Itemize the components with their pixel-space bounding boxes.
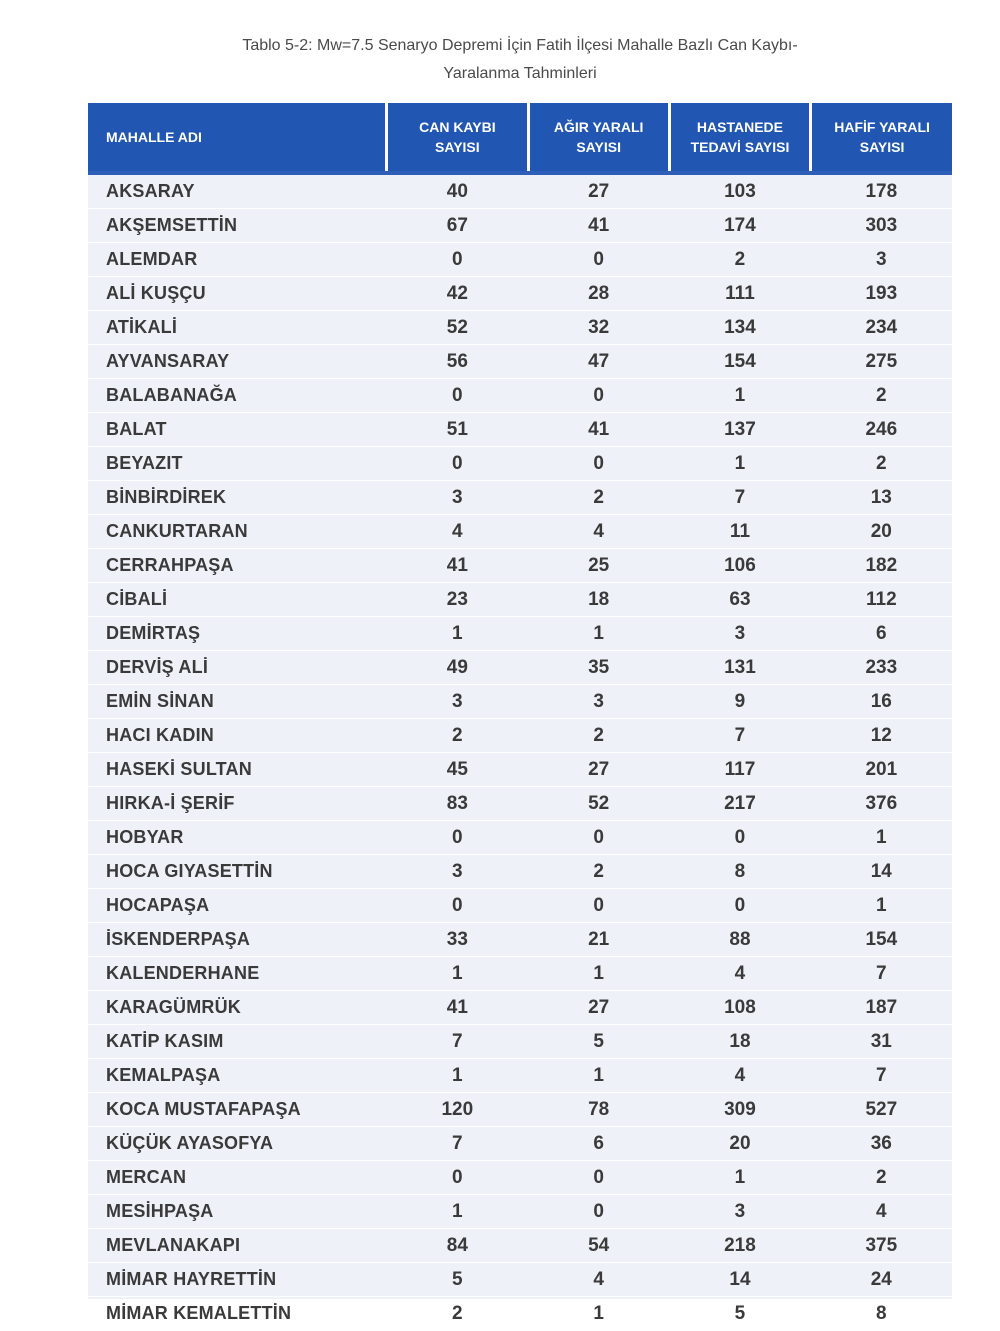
hafif-yarali-cell: 8 — [811, 1297, 952, 1331]
hafif-yarali-cell: 187 — [811, 991, 952, 1025]
table-row — [88, 651, 952, 685]
hafif-yarali-cell: 154 — [811, 923, 952, 957]
header-hafif-yarali-line-2: SAYISI — [859, 139, 905, 155]
caption-line-1: Tablo 5-2: Mw=7.5 Senaryo Depremi İçin Fatih İlçesi Mahalle Bazlı Can Kaybı- — [242, 37, 798, 54]
hafif-yarali-cell: 303 — [811, 209, 952, 243]
mahalle-name-cell: MERCAN — [88, 1161, 387, 1195]
agir-yarali-cell: 52 — [528, 787, 669, 821]
mahalle-name-cell: KOCA MUSTAFAPAŞA — [88, 1093, 387, 1127]
table-row — [88, 1229, 952, 1263]
table-row — [88, 787, 952, 821]
mahalle-name-cell: CİBALİ — [88, 583, 387, 617]
agir-yarali-cell: 18 — [528, 583, 669, 617]
agir-yarali-cell: 47 — [528, 345, 669, 379]
mahalle-name-cell: ATİKALİ — [88, 311, 387, 345]
hafif-yarali-cell: 6 — [811, 617, 952, 651]
can-kaybi-cell: 7 — [387, 1127, 528, 1161]
header-can-kaybi-line-1: CAN KAYBI — [419, 119, 496, 135]
table-row — [88, 1161, 952, 1195]
mahalle-name-cell: AKŞEMSETTİN — [88, 209, 387, 243]
header-mahalle-adi: MAHALLE ADI — [88, 103, 387, 173]
hafif-yarali-cell: 2 — [811, 447, 952, 481]
hafif-yarali-cell: 201 — [811, 753, 952, 787]
can-kaybi-cell: 3 — [387, 481, 528, 515]
hastanede-tedavi-cell: 3 — [669, 1195, 810, 1229]
can-kaybi-cell: 1 — [387, 957, 528, 991]
table-header-row — [88, 103, 952, 173]
hafif-yarali-cell: 20 — [811, 515, 952, 549]
mahalle-name-cell: KEMALPAŞA — [88, 1059, 387, 1093]
agir-yarali-cell: 27 — [528, 173, 669, 209]
table-row — [88, 889, 952, 923]
hastanede-tedavi-cell: 217 — [669, 787, 810, 821]
mahalle-name-cell: CANKURTARAN — [88, 515, 387, 549]
table-row — [88, 1195, 952, 1229]
hafif-yarali-cell: 233 — [811, 651, 952, 685]
agir-yarali-cell: 27 — [528, 991, 669, 1025]
can-kaybi-cell: 120 — [387, 1093, 528, 1127]
hafif-yarali-cell: 375 — [811, 1229, 952, 1263]
table-row — [88, 617, 952, 651]
hafif-yarali-cell: 4 — [811, 1195, 952, 1229]
table-row — [88, 753, 952, 787]
hastanede-tedavi-cell: 174 — [669, 209, 810, 243]
header-hafif-yarali-line-1: HAFİF YARALI — [834, 119, 930, 135]
hafif-yarali-cell: 14 — [811, 855, 952, 889]
agir-yarali-cell: 6 — [528, 1127, 669, 1161]
mahalle-name-cell: KALENDERHANE — [88, 957, 387, 991]
table-row — [88, 719, 952, 753]
can-kaybi-cell: 40 — [387, 173, 528, 209]
header-agir-yarali — [528, 103, 669, 173]
agir-yarali-cell: 41 — [528, 209, 669, 243]
can-kaybi-cell: 1 — [387, 1195, 528, 1229]
agir-yarali-cell: 78 — [528, 1093, 669, 1127]
mahalle-name-cell: BİNBİRDİREK — [88, 481, 387, 515]
mahalle-name-cell: HASEKİ SULTAN — [88, 753, 387, 787]
hastanede-tedavi-cell: 5 — [669, 1297, 810, 1331]
can-kaybi-cell: 0 — [387, 447, 528, 481]
hastanede-tedavi-cell: 117 — [669, 753, 810, 787]
casualty-table — [88, 103, 952, 1331]
hastanede-tedavi-cell: 218 — [669, 1229, 810, 1263]
mahalle-name-cell: HOBYAR — [88, 821, 387, 855]
mahalle-name-cell: KÜÇÜK AYASOFYA — [88, 1127, 387, 1161]
hastanede-tedavi-cell: 134 — [669, 311, 810, 345]
mahalle-name-cell: AYVANSARAY — [88, 345, 387, 379]
can-kaybi-cell: 56 — [387, 345, 528, 379]
mahalle-name-cell: ALEMDAR — [88, 243, 387, 277]
hafif-yarali-cell: 31 — [811, 1025, 952, 1059]
agir-yarali-cell: 21 — [528, 923, 669, 957]
table-row — [88, 243, 952, 277]
table-row — [88, 549, 952, 583]
mahalle-name-cell: KATİP KASIM — [88, 1025, 387, 1059]
can-kaybi-cell: 45 — [387, 753, 528, 787]
agir-yarali-cell: 28 — [528, 277, 669, 311]
table-row — [88, 957, 952, 991]
agir-yarali-cell: 27 — [528, 753, 669, 787]
hastanede-tedavi-cell: 1 — [669, 447, 810, 481]
mahalle-name-cell: HACI KADIN — [88, 719, 387, 753]
hafif-yarali-cell: 182 — [811, 549, 952, 583]
table-row — [88, 1025, 952, 1059]
mahalle-name-cell: MİMAR HAYRETTİN — [88, 1263, 387, 1297]
table-row — [88, 1127, 952, 1161]
hastanede-tedavi-cell: 0 — [669, 889, 810, 923]
mahalle-name-cell: İSKENDERPAŞA — [88, 923, 387, 957]
table-row — [88, 277, 952, 311]
agir-yarali-cell: 0 — [528, 889, 669, 923]
table-row — [88, 991, 952, 1025]
header-can-kaybi — [387, 103, 528, 173]
hafif-yarali-cell: 246 — [811, 413, 952, 447]
can-kaybi-cell: 52 — [387, 311, 528, 345]
hafif-yarali-cell: 1 — [811, 889, 952, 923]
hafif-yarali-cell: 13 — [811, 481, 952, 515]
mahalle-name-cell: ALİ KUŞÇU — [88, 277, 387, 311]
mahalle-name-cell: AKSARAY — [88, 173, 387, 209]
agir-yarali-cell: 5 — [528, 1025, 669, 1059]
agir-yarali-cell: 1 — [528, 957, 669, 991]
agir-yarali-cell: 1 — [528, 1297, 669, 1331]
hastanede-tedavi-cell: 103 — [669, 173, 810, 209]
hastanede-tedavi-cell: 7 — [669, 481, 810, 515]
hastanede-tedavi-cell: 131 — [669, 651, 810, 685]
hafif-yarali-cell: 193 — [811, 277, 952, 311]
table-row — [88, 515, 952, 549]
hastanede-tedavi-cell: 3 — [669, 617, 810, 651]
table-row — [88, 1059, 952, 1093]
can-kaybi-cell: 23 — [387, 583, 528, 617]
hastanede-tedavi-cell: 154 — [669, 345, 810, 379]
header-agir-yarali-line-1: AĞIR YARALI — [553, 119, 644, 135]
header-hastanede-tedavi — [669, 103, 810, 173]
hafif-yarali-cell: 527 — [811, 1093, 952, 1127]
hastanede-tedavi-cell: 88 — [669, 923, 810, 957]
table-row — [88, 1297, 952, 1331]
can-kaybi-cell: 3 — [387, 685, 528, 719]
hastanede-tedavi-cell: 63 — [669, 583, 810, 617]
hastanede-tedavi-cell: 20 — [669, 1127, 810, 1161]
table-row — [88, 821, 952, 855]
agir-yarali-cell: 1 — [528, 617, 669, 651]
hastanede-tedavi-cell: 4 — [669, 1059, 810, 1093]
can-kaybi-cell: 4 — [387, 515, 528, 549]
agir-yarali-cell: 54 — [528, 1229, 669, 1263]
agir-yarali-cell: 2 — [528, 855, 669, 889]
table-row — [88, 209, 952, 243]
can-kaybi-cell: 41 — [387, 549, 528, 583]
hastanede-tedavi-cell: 8 — [669, 855, 810, 889]
header-hastanede-line-2: TEDAVİ SAYISI — [690, 139, 790, 155]
can-kaybi-cell: 5 — [387, 1263, 528, 1297]
hastanede-tedavi-cell: 0 — [669, 821, 810, 855]
can-kaybi-cell: 51 — [387, 413, 528, 447]
mahalle-name-cell: CERRAHPAŞA — [88, 549, 387, 583]
hafif-yarali-cell: 234 — [811, 311, 952, 345]
table-row — [88, 173, 952, 209]
table-body — [88, 173, 952, 1331]
agir-yarali-cell: 2 — [528, 719, 669, 753]
table-row — [88, 685, 952, 719]
hastanede-tedavi-cell: 108 — [669, 991, 810, 1025]
hafif-yarali-cell: 12 — [811, 719, 952, 753]
table-caption — [100, 32, 940, 88]
hafif-yarali-cell: 36 — [811, 1127, 952, 1161]
can-kaybi-cell: 84 — [387, 1229, 528, 1263]
table-row — [88, 345, 952, 379]
header-hafif-yarali — [811, 103, 952, 173]
caption-line-2: Yaralanma Tahminleri — [443, 65, 597, 82]
table-row — [88, 923, 952, 957]
agir-yarali-cell: 0 — [528, 821, 669, 855]
table-row — [88, 1263, 952, 1297]
table-row — [88, 413, 952, 447]
table-row — [88, 311, 952, 345]
can-kaybi-cell: 49 — [387, 651, 528, 685]
header-agir-yarali-line-2: SAYISI — [576, 139, 621, 155]
agir-yarali-cell: 0 — [528, 1161, 669, 1195]
can-kaybi-cell: 2 — [387, 719, 528, 753]
hastanede-tedavi-cell: 7 — [669, 719, 810, 753]
mahalle-name-cell: BALABANAĞA — [88, 379, 387, 413]
agir-yarali-cell: 0 — [528, 243, 669, 277]
hafif-yarali-cell: 2 — [811, 1161, 952, 1195]
mahalle-name-cell: BEYAZIT — [88, 447, 387, 481]
hafif-yarali-cell: 7 — [811, 957, 952, 991]
mahalle-name-cell: MEVLANAKAPI — [88, 1229, 387, 1263]
mahalle-name-cell: MİMAR KEMALETTİN — [88, 1297, 387, 1331]
hafif-yarali-cell: 7 — [811, 1059, 952, 1093]
mahalle-name-cell: MESİHPAŞA — [88, 1195, 387, 1229]
can-kaybi-cell: 42 — [387, 277, 528, 311]
table-row — [88, 447, 952, 481]
agir-yarali-cell: 32 — [528, 311, 669, 345]
agir-yarali-cell: 0 — [528, 447, 669, 481]
hastanede-tedavi-cell: 9 — [669, 685, 810, 719]
agir-yarali-cell: 0 — [528, 1195, 669, 1229]
hafif-yarali-cell: 1 — [811, 821, 952, 855]
can-kaybi-cell: 0 — [387, 1161, 528, 1195]
agir-yarali-cell: 3 — [528, 685, 669, 719]
agir-yarali-cell: 0 — [528, 379, 669, 413]
agir-yarali-cell: 25 — [528, 549, 669, 583]
mahalle-name-cell: BALAT — [88, 413, 387, 447]
hafif-yarali-cell: 24 — [811, 1263, 952, 1297]
can-kaybi-cell: 0 — [387, 821, 528, 855]
table-row — [88, 481, 952, 515]
mahalle-name-cell: HOCA GIYASETTİN — [88, 855, 387, 889]
agir-yarali-cell: 41 — [528, 413, 669, 447]
hastanede-tedavi-cell: 1 — [669, 379, 810, 413]
hastanede-tedavi-cell: 18 — [669, 1025, 810, 1059]
agir-yarali-cell: 4 — [528, 1263, 669, 1297]
mahalle-name-cell: HOCAPAŞA — [88, 889, 387, 923]
hastanede-tedavi-cell: 11 — [669, 515, 810, 549]
mahalle-name-cell: EMİN SİNAN — [88, 685, 387, 719]
hastanede-tedavi-cell: 4 — [669, 957, 810, 991]
mahalle-name-cell: DERVİŞ ALİ — [88, 651, 387, 685]
can-kaybi-cell: 7 — [387, 1025, 528, 1059]
can-kaybi-cell: 67 — [387, 209, 528, 243]
header-can-kaybi-line-2: SAYISI — [435, 139, 480, 155]
can-kaybi-cell: 33 — [387, 923, 528, 957]
can-kaybi-cell: 1 — [387, 1059, 528, 1093]
mahalle-name-cell: DEMİRTAŞ — [88, 617, 387, 651]
can-kaybi-cell: 2 — [387, 1297, 528, 1331]
hastanede-tedavi-cell: 1 — [669, 1161, 810, 1195]
can-kaybi-cell: 41 — [387, 991, 528, 1025]
can-kaybi-cell: 0 — [387, 379, 528, 413]
table-row — [88, 583, 952, 617]
can-kaybi-cell: 3 — [387, 855, 528, 889]
can-kaybi-cell: 0 — [387, 243, 528, 277]
can-kaybi-cell: 83 — [387, 787, 528, 821]
hafif-yarali-cell: 2 — [811, 379, 952, 413]
hafif-yarali-cell: 3 — [811, 243, 952, 277]
can-kaybi-cell: 0 — [387, 889, 528, 923]
agir-yarali-cell: 2 — [528, 481, 669, 515]
hastanede-tedavi-cell: 106 — [669, 549, 810, 583]
agir-yarali-cell: 1 — [528, 1059, 669, 1093]
hastanede-tedavi-cell: 2 — [669, 243, 810, 277]
hafif-yarali-cell: 178 — [811, 173, 952, 209]
table-row — [88, 855, 952, 889]
hastanede-tedavi-cell: 14 — [669, 1263, 810, 1297]
hafif-yarali-cell: 275 — [811, 345, 952, 379]
table-row — [88, 1093, 952, 1127]
hafif-yarali-cell: 112 — [811, 583, 952, 617]
hafif-yarali-cell: 16 — [811, 685, 952, 719]
hastanede-tedavi-cell: 111 — [669, 277, 810, 311]
can-kaybi-cell: 1 — [387, 617, 528, 651]
table-row — [88, 379, 952, 413]
mahalle-name-cell: KARAGÜMRÜK — [88, 991, 387, 1025]
hastanede-tedavi-cell: 309 — [669, 1093, 810, 1127]
agir-yarali-cell: 35 — [528, 651, 669, 685]
agir-yarali-cell: 4 — [528, 515, 669, 549]
hafif-yarali-cell: 376 — [811, 787, 952, 821]
hastanede-tedavi-cell: 137 — [669, 413, 810, 447]
casualty-table-container — [88, 103, 952, 1324]
mahalle-name-cell: HIRKA-İ ŞERİF — [88, 787, 387, 821]
header-hastanede-line-1: HASTANEDE — [696, 119, 783, 135]
